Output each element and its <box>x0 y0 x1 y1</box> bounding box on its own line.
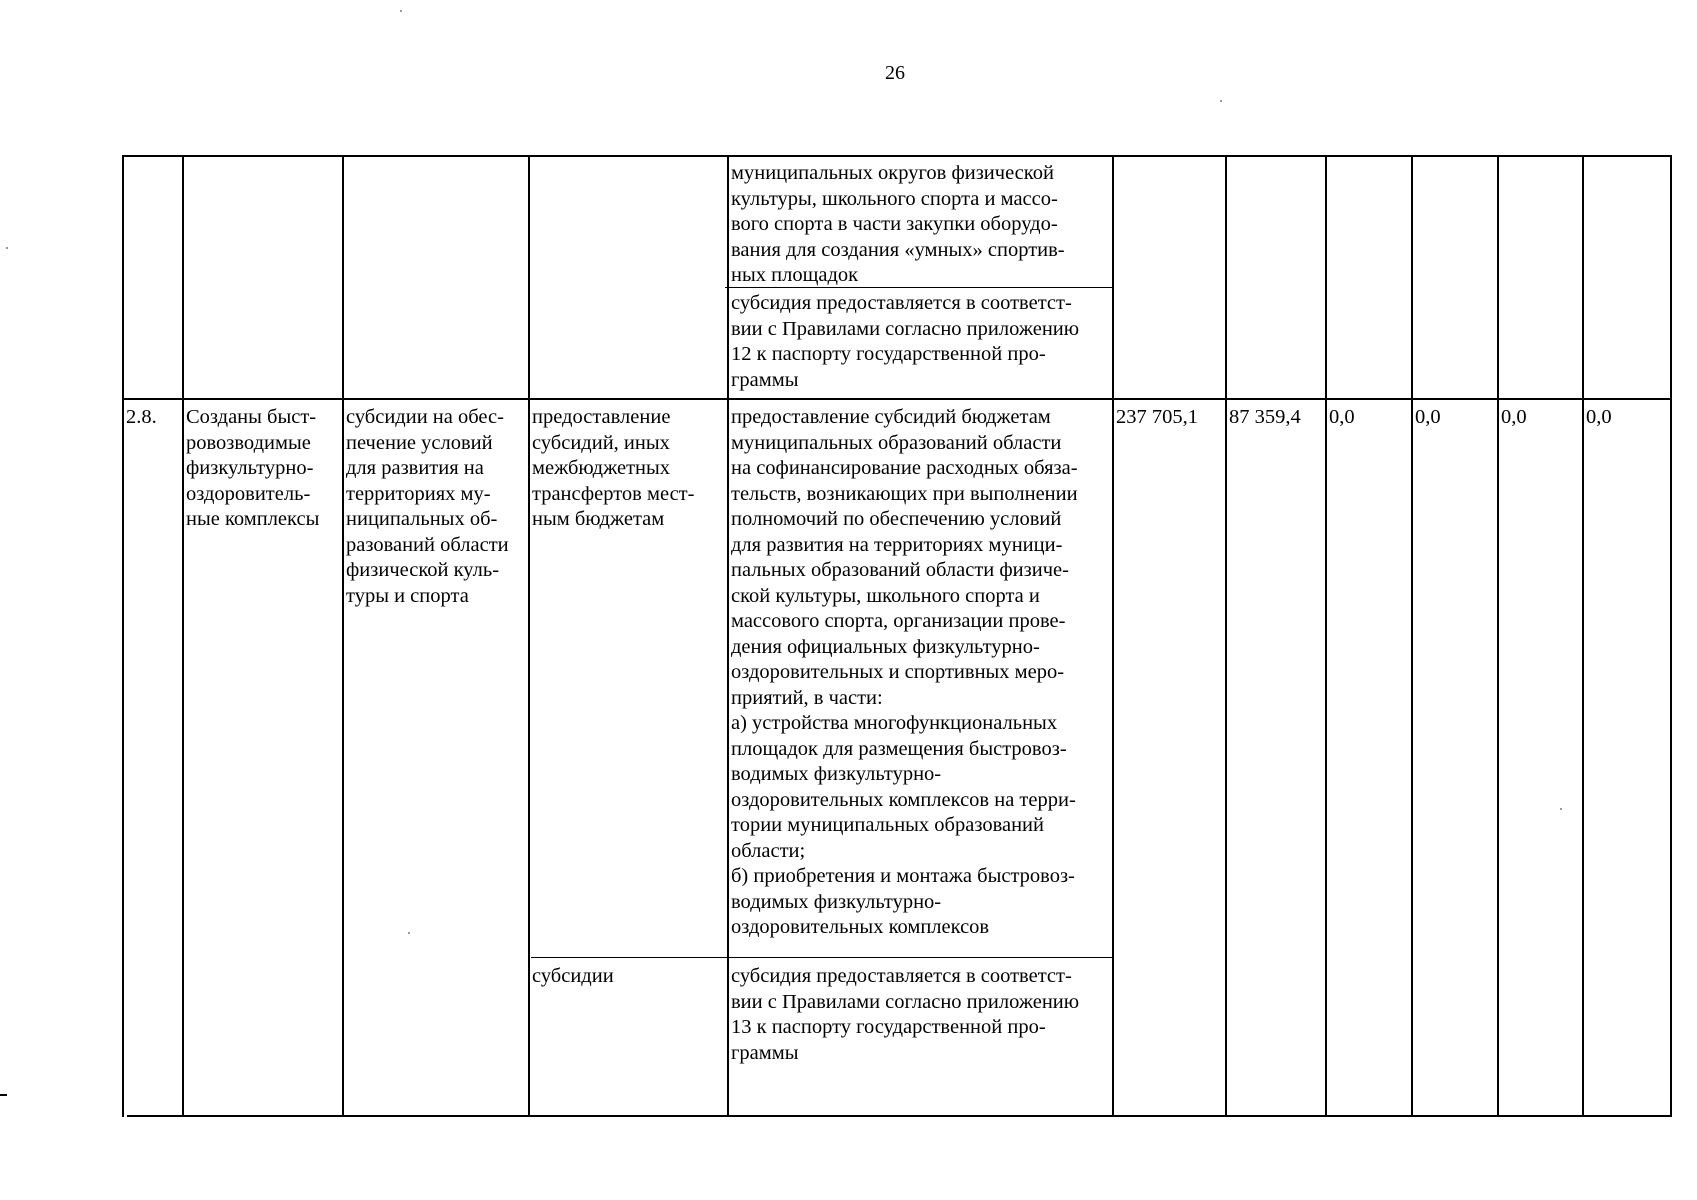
value-cell-3: 0,0 <box>1329 406 1355 428</box>
row-result-text: Созданы быст- ровозводимые физкультурно- оздоровитель- ные комплексы <box>186 406 320 530</box>
table-bottom-border <box>127 1115 1672 1117</box>
col-border-2 <box>342 155 344 1117</box>
table-divider-subsidy-row <box>531 957 1114 958</box>
row-measure-text: субсидии на обес- печение условий для развития на территориях му- ниципальных об- разований области физической куль- туры и спорта <box>346 406 509 607</box>
col-border-3 <box>528 155 530 1117</box>
value-cell-5: 0,0 <box>1501 406 1527 428</box>
continuation-subsidy-note: субсидия предоставляется в соответст- вии с Правилами согласно приложению 12 к паспорту государственной про- граммы <box>731 292 1080 391</box>
col-border-0 <box>122 155 124 1117</box>
row-type-sub-text: субсидии <box>532 965 614 987</box>
col-border-9 <box>1497 155 1499 1117</box>
col-border-7 <box>1325 155 1327 1117</box>
col-border-8 <box>1411 155 1413 1117</box>
scan-speck <box>1220 100 1222 102</box>
table-top-border <box>122 155 1672 157</box>
value-cell-6: 0,0 <box>1586 406 1612 428</box>
continuation-purpose-text: муниципальных округов физической культуры, школьного спорта и массо- вого спорта в части закупки оборудо- вания для создания «умных» спортив- ных площадок <box>731 162 1065 286</box>
col-border-10 <box>1582 155 1584 1117</box>
table-divider-subsidy-note <box>725 287 1113 288</box>
row-purpose-main-text: предоставление субсидий бюджетам муниципальных образований области на софинансирование расходных обяза- тельств, возникающих при выполнении полномочий по обеспечению условий для развития на территориях муници- пальных образований области физиче- ской культуры, школьного спорта и массового спорта, организации прове- дения официальных физкультурно- оздоровительных и спортивных меро- приятий, в части: а) устройства многофункциональных площадок для размещения быстровоз- водимых физкультурно- оздоровительных комплексов на терри- тории муниципальных образований области; б) приобретения и монтажа быстровоз- водимых физкультурно- оздоровительных комплексов <box>731 406 1078 938</box>
row-number: 2.8. <box>126 406 157 428</box>
row-type-main-text: предоставление субсидий, иных межбюджетных трансфертов мест- ным бюджетам <box>532 406 695 530</box>
page-number: 26 <box>885 62 905 84</box>
table-divider-row-2-8 <box>122 398 1672 400</box>
scan-speck <box>1560 808 1562 810</box>
col-border-11 <box>1670 155 1672 1117</box>
col-border-4 <box>727 155 729 1117</box>
row-purpose-sub-text: субсидия предоставляется в соответст- вии с Правилами согласно приложению 13 к паспорту государственной про- граммы <box>731 965 1080 1064</box>
scan-speck <box>408 932 410 934</box>
scan-speck <box>400 10 402 12</box>
col-border-1 <box>182 155 184 1117</box>
value-cell-4: 0,0 <box>1415 406 1441 428</box>
binding-mark <box>0 1094 7 1096</box>
value-cell-2: 87 359,4 <box>1229 406 1301 428</box>
col-border-6 <box>1225 155 1227 1117</box>
value-cell-1: 237 705,1 <box>1116 406 1198 428</box>
scan-speck <box>6 247 8 249</box>
